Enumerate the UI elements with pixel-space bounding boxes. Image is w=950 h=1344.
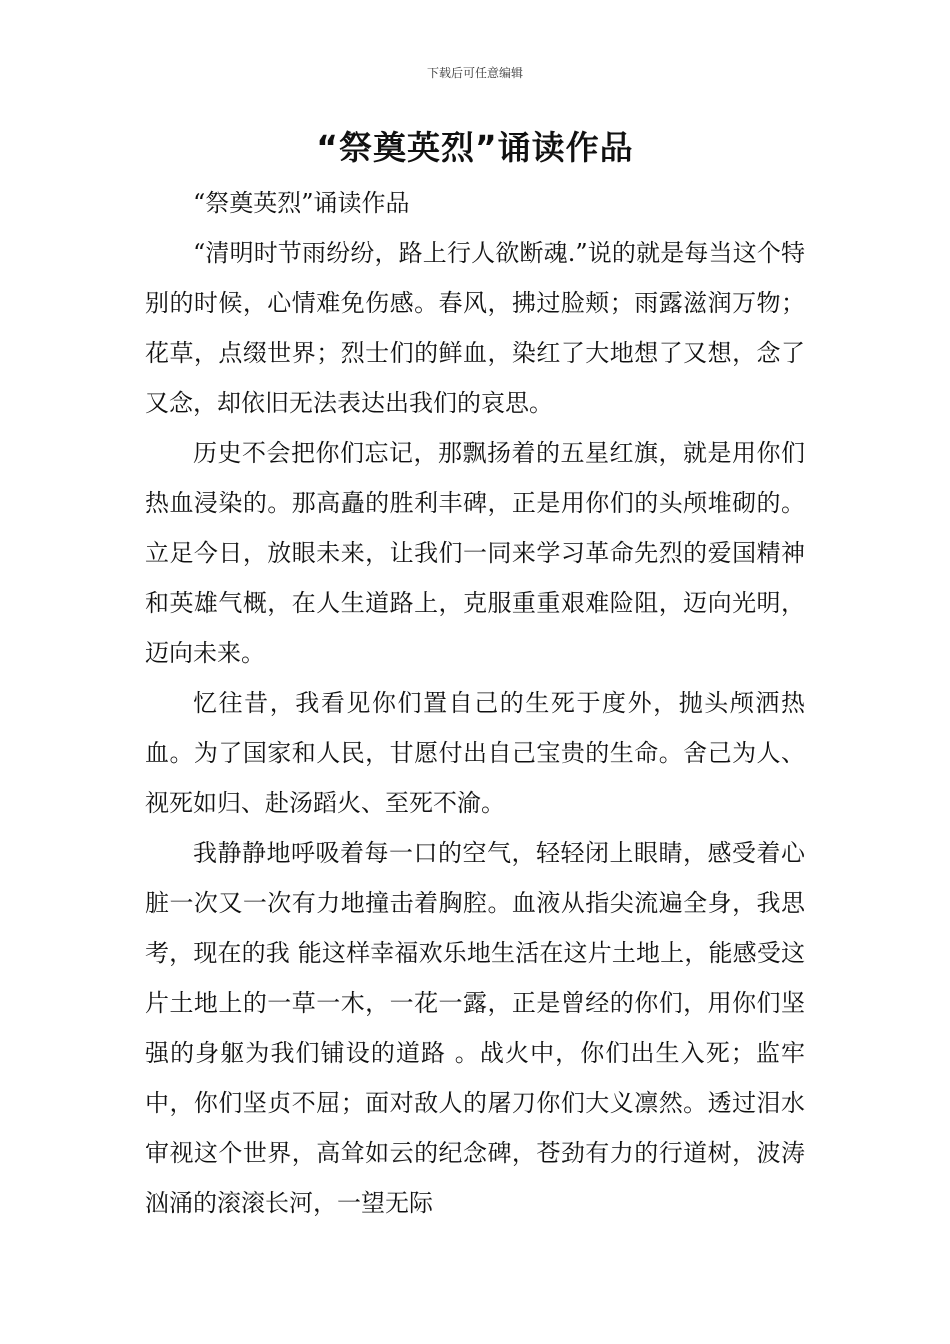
document-title: “祭奠英烈”诵读作品 bbox=[316, 128, 634, 167]
paragraph: 历史不会把你们忘记，那飘扬着的五星红旗，就是用你们热血浸染的。那高矗的胜利丰碑，正是用你们的头颅堆砌的。立足今日，放眼未来，让我们一同来学习革命先烈的爱国精神和英雄气概，在人生道路上，克服重重艰难险阻，迈向光明，迈向未来。 bbox=[145, 439, 805, 667]
document-body bbox=[145, 178, 805, 1228]
paragraph: 忆往昔，我看见你们置自己的生死于度外，抛头颅洒热血。为了国家和人民，甘愿付出自己宝贵的生命。舍己为人、视死如归、赴汤蹈火、至死不渝。 bbox=[145, 689, 805, 817]
paragraph: “祭奠英烈”诵读作品 bbox=[193, 189, 410, 217]
paragraph: “清明时节雨纷纷，路上行人欲断魂.”说的就是每当这个特别的时候，心情难免伤感。春风，拂过脸颊；雨露滋润万物；花草，点缀世界；烈士们的鲜血，染红了大地想了又想，念了又念，却依旧无法表达出我们的哀思。 bbox=[145, 239, 805, 417]
page-header: 下载后可任意编辑 bbox=[426, 66, 523, 80]
paragraph: 我静静地呼吸着每一口的空气，轻轻闭上眼睛，感受着心脏一次又一次有力地撞击着胸腔。血液从指尖流遍全身，我思考，现在的我 能这样幸福欢乐地生活在这片土地上，能感受这片土地上的一草一木，一花一露，正是曾经的你们，用你们坚强的身躯为我们铺设的道路 。战火中，你们出生入死；监牢中，你们坚贞不屈；面对敌人的屠刀你们大义凛然。透过泪水审视这个世界，高耸如云的纪念碑，苍劲有力的行道树，波涛汹涌的滚滚长河，一望无际 bbox=[145, 839, 805, 1217]
